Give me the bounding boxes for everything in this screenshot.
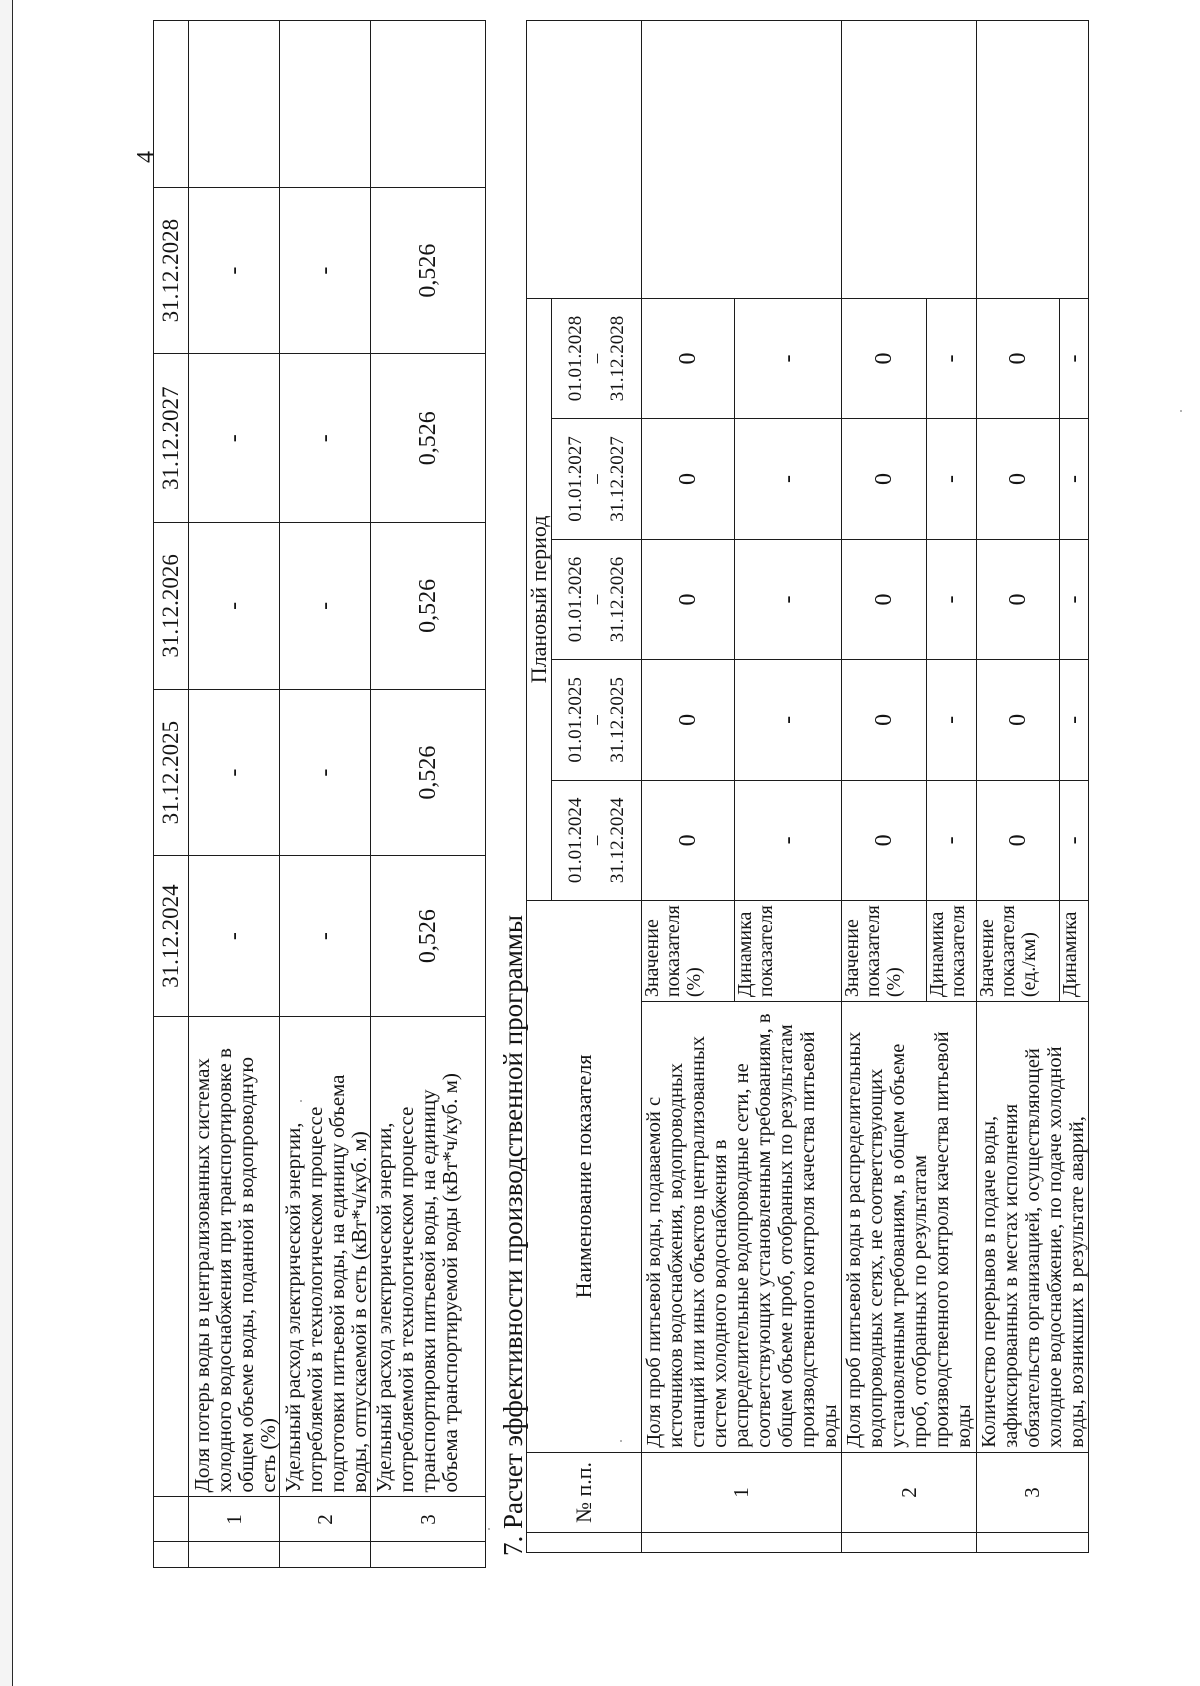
value-cell: 0: [842, 539, 927, 659]
row-margin: [280, 21, 371, 188]
period-header: 01.01.2025 – 31.12.2025: [552, 660, 642, 780]
value-cell: -: [189, 187, 280, 354]
period-header: 01.01.2028 – 31.12.2028: [552, 298, 642, 418]
value-cell: 0: [842, 660, 927, 780]
period-header: 01.01.2024 – 31.12.2024: [552, 780, 642, 900]
date-header: 31.12.2024: [154, 856, 189, 1017]
table-row: [642, 21, 735, 1553]
value-cell: 0: [842, 298, 927, 418]
value-cell: 0: [642, 780, 735, 900]
row-margin: [189, 1542, 280, 1568]
value-cell: 0,526: [371, 689, 486, 856]
value-cell: 0,526: [371, 523, 486, 690]
header-cell-empty: [154, 1016, 189, 1497]
row-margin: [842, 1533, 977, 1553]
row-margin: [842, 21, 977, 299]
value-cell: -: [927, 780, 977, 900]
date-header: 31.12.2028: [154, 187, 189, 354]
period-header: 01.01.2027 – 31.12.2027: [552, 419, 642, 539]
value-cell: -: [927, 660, 977, 780]
value-cell: -: [927, 419, 977, 539]
row-margin: [642, 1533, 842, 1553]
value-cell: 0: [642, 539, 735, 659]
planned-period-header: Плановый период: [527, 298, 552, 900]
table-row: [189, 21, 280, 1568]
indicator-name: Количество перерывов в подаче воды, зафиксированных в местах исполнения обязательств организацией, осуществляющей холодное водоснабжение, по подаче холодной воды, возникших в результате аварий,: [977, 1002, 1089, 1453]
col-name-header: Наименование показателя: [527, 901, 642, 1453]
value-cell: -: [189, 856, 280, 1017]
header-cell-empty: [154, 21, 189, 188]
value-cell: -: [734, 780, 841, 900]
indicator-name: Доля потерь воды в централизованных системах холодного водоснабжения при транспортировке в общем объеме воды, поданной в водопроводную сеть (%): [189, 1016, 280, 1497]
value-cell: 0: [842, 419, 927, 539]
row-number: 1: [189, 1497, 280, 1542]
table-row: [977, 21, 1060, 1553]
value-cell: 0: [977, 539, 1060, 659]
value-cell: -: [280, 187, 371, 354]
indicator-dynamics-label: Динамика показателя: [927, 901, 977, 1002]
value-cell: -: [189, 523, 280, 690]
header-cell-empty: [154, 1542, 189, 1568]
value-cell: -: [189, 689, 280, 856]
value-cell: -: [734, 660, 841, 780]
row-margin: [189, 21, 280, 188]
efficiency-table: [526, 20, 1089, 1553]
value-cell: -: [1059, 298, 1088, 418]
value-cell: 0: [977, 780, 1060, 900]
value-cell: 0: [642, 298, 735, 418]
col-number-header: № п.п.: [527, 1452, 642, 1532]
value-cell: -: [1059, 780, 1088, 900]
date-header: 31.12.2027: [154, 354, 189, 523]
value-cell: 0: [977, 419, 1060, 539]
indicator-name: Удельный расход электрической энергии, потребляемой в технологическом процессе транспортировки питьевой воды, на единицу объема транспортируемой воды (кВт*ч/куб. м): [371, 1016, 486, 1497]
value-cell: -: [734, 539, 841, 659]
value-cell: 0: [977, 298, 1060, 418]
row-margin: [280, 1542, 371, 1568]
indicator-name: Доля проб питьевой воды, подаваемой с источников водоснабжения, водопроводных станций или иных объектов централизованных систем холодного водоснабжения в распределительные водопроводные сети, не соответствующих установленным требованиям, в общем объеме проб, отобранных по результатам производственного контроля качества питьевой воды: [642, 1002, 842, 1453]
value-cell: 0,526: [371, 856, 486, 1017]
value-cell: -: [280, 523, 371, 690]
value-cell: -: [1059, 660, 1088, 780]
value-cell: 0: [642, 419, 735, 539]
value-cell: 0: [977, 660, 1060, 780]
row-margin: [977, 21, 1089, 299]
indicator-value-label: Значение показателя (%): [842, 901, 927, 1002]
row-number: 2: [280, 1497, 371, 1542]
row-margin: [977, 1533, 1089, 1553]
table-row: [280, 21, 371, 1568]
page-number: 4: [133, 151, 159, 163]
value-cell: -: [734, 419, 841, 539]
row-number: 3: [977, 1452, 1089, 1532]
table-row: [842, 21, 927, 1553]
row-margin: [371, 1542, 486, 1568]
value-cell: 0: [842, 780, 927, 900]
header-cell-empty: [527, 21, 642, 299]
row-margin: [371, 21, 486, 188]
row-number: 3: [371, 1497, 486, 1542]
row-number: 2: [842, 1452, 977, 1532]
indicator-name: Удельный расход электрической энергии, потребляемой в технологическом процессе подготовки питьевой воды, на единицу объема воды, отпускаемой в сеть (кВт*ч/куб. м): [280, 1016, 371, 1497]
indicator-name: Доля проб питьевой воды в распределительных водопроводных сетях, не соответствующих установленным требованиям, в общем объеме проб, отобранных по результатам производственного контроля качества питьевой воды: [842, 1002, 977, 1453]
header-cell-empty: [527, 1533, 642, 1553]
period-header: 01.01.2026 – 31.12.2026: [552, 539, 642, 659]
value-cell: -: [927, 298, 977, 418]
row-number: 1: [642, 1452, 842, 1532]
value-cell: -: [734, 298, 841, 418]
indicator-dynamics-label: Динамика: [1059, 901, 1088, 1002]
indicator-value-label: Значение показателя (%): [642, 901, 735, 1002]
value-cell: -: [280, 689, 371, 856]
value-cell: -: [1059, 539, 1088, 659]
section-title: 7. Расчет эффективности производственной программы: [498, 914, 528, 1556]
value-cell: -: [280, 354, 371, 523]
value-cell: -: [927, 539, 977, 659]
value-cell: -: [280, 856, 371, 1017]
header-cell-empty: [154, 1497, 189, 1542]
value-cell: 0,526: [371, 187, 486, 354]
date-header: 31.12.2026: [154, 523, 189, 690]
table-row: [371, 21, 486, 1568]
value-cell: 0: [642, 660, 735, 780]
value-cell: 0,526: [371, 354, 486, 523]
date-header: 31.12.2025: [154, 689, 189, 856]
indicator-value-label: Значение показателя (ед./км): [977, 901, 1060, 1002]
row-margin: [642, 21, 842, 299]
indicator-dynamics-label: Динамика показателя: [734, 901, 841, 1002]
value-cell: -: [1059, 419, 1088, 539]
indicators-table: [153, 20, 486, 1568]
value-cell: -: [189, 354, 280, 523]
